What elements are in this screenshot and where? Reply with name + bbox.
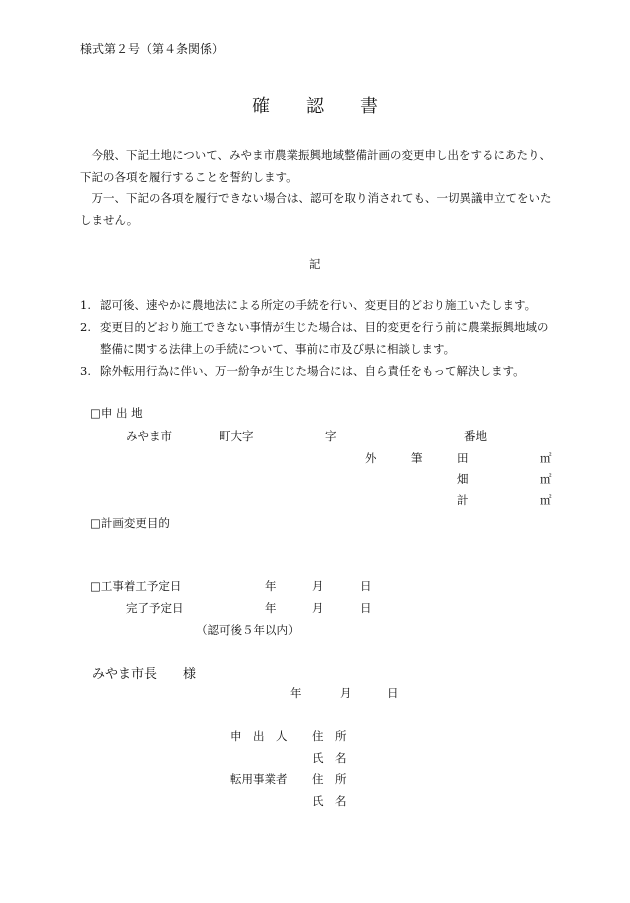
intro-paragraph-2: 万一、下記の各項を履行できない場合は、認可を取り消されても、一切異議申立てをいたしません。 — [80, 191, 552, 227]
land-town: 町大字 — [219, 429, 254, 443]
end-day: 日 — [360, 601, 372, 615]
land-city: みやま市 — [126, 429, 172, 443]
list-text: 認可後、速やかに農地法による所定の手続を行い、変更目的どおり施工いたします。 — [100, 298, 537, 312]
land-row-label: 計 — [457, 493, 469, 507]
list-number: 2. — [80, 320, 91, 334]
list-text: 変更目的どおり施工できない事情が生じた場合は、目的変更を行う前に農業振興地域の — [100, 320, 549, 334]
land-aza: 字 — [325, 429, 337, 443]
list-number: 3. — [80, 364, 91, 378]
title-char: 認 — [306, 96, 324, 117]
applicant-label: 申 出 人 — [230, 729, 288, 743]
end-year: 年 — [265, 601, 277, 615]
date-year: 年 — [290, 686, 302, 700]
applicant-address-label: 住 所 — [312, 729, 347, 743]
applicant-name-label: 氏 名 — [312, 751, 347, 765]
land-banchi: 番地 — [464, 429, 487, 443]
end-month: 月 — [312, 601, 324, 615]
addressee: みやま市長 様 — [92, 667, 197, 682]
list-number: 1. — [80, 298, 91, 312]
date-day: 日 — [387, 686, 399, 700]
start-day: 日 — [360, 579, 372, 593]
list-item — [80, 363, 525, 379]
land-heading: □申 出 地 — [90, 406, 143, 420]
list-text: 整備に関する法律上の手続について、事前に市及び県に相談します。 — [100, 342, 456, 356]
start-year: 年 — [265, 579, 277, 593]
start-date-label: □工事着工予定日 — [90, 579, 182, 593]
date-month: 月 — [340, 686, 352, 700]
list-item — [80, 319, 549, 335]
title-char: 確 — [252, 96, 270, 117]
land-row-label: 田 — [457, 451, 469, 465]
list-item-continuation — [100, 341, 455, 357]
intro-text — [80, 145, 560, 231]
list-text: 除外転用行為に伴い、万一紛争が生じた場合には、自ら責任をもって解決します。 — [100, 364, 525, 378]
schedule-note: （認可後５年以内） — [196, 623, 300, 637]
title-char: 書 — [360, 96, 378, 117]
list-item — [80, 297, 536, 313]
start-month: 月 — [312, 579, 324, 593]
purpose-heading: □計画変更目的 — [90, 516, 170, 530]
converter-address-label: 住 所 — [312, 772, 347, 786]
end-date-label: 完了予定日 — [126, 601, 184, 615]
land-row-unit: ㎡ — [540, 472, 552, 486]
converter-name-label: 氏 名 — [312, 794, 347, 808]
land-row-unit: ㎡ — [540, 493, 552, 507]
converter-label: 転用事業者 — [230, 772, 288, 786]
document-title — [252, 92, 378, 118]
land-gai: 外 — [365, 451, 377, 465]
intro-paragraph-1: 今般、下記土地について、みやま市農業振興地域整備計画の変更申し出をするにあたり、下記の各項を履行することを誓約します。 — [80, 148, 552, 184]
ki-heading: 記 — [309, 257, 321, 271]
land-hitsu: 筆 — [411, 451, 423, 465]
form-number: 様式第２号（第４条関係） — [80, 42, 225, 56]
land-row-unit: ㎡ — [540, 451, 552, 465]
land-row-label: 畑 — [457, 472, 469, 486]
